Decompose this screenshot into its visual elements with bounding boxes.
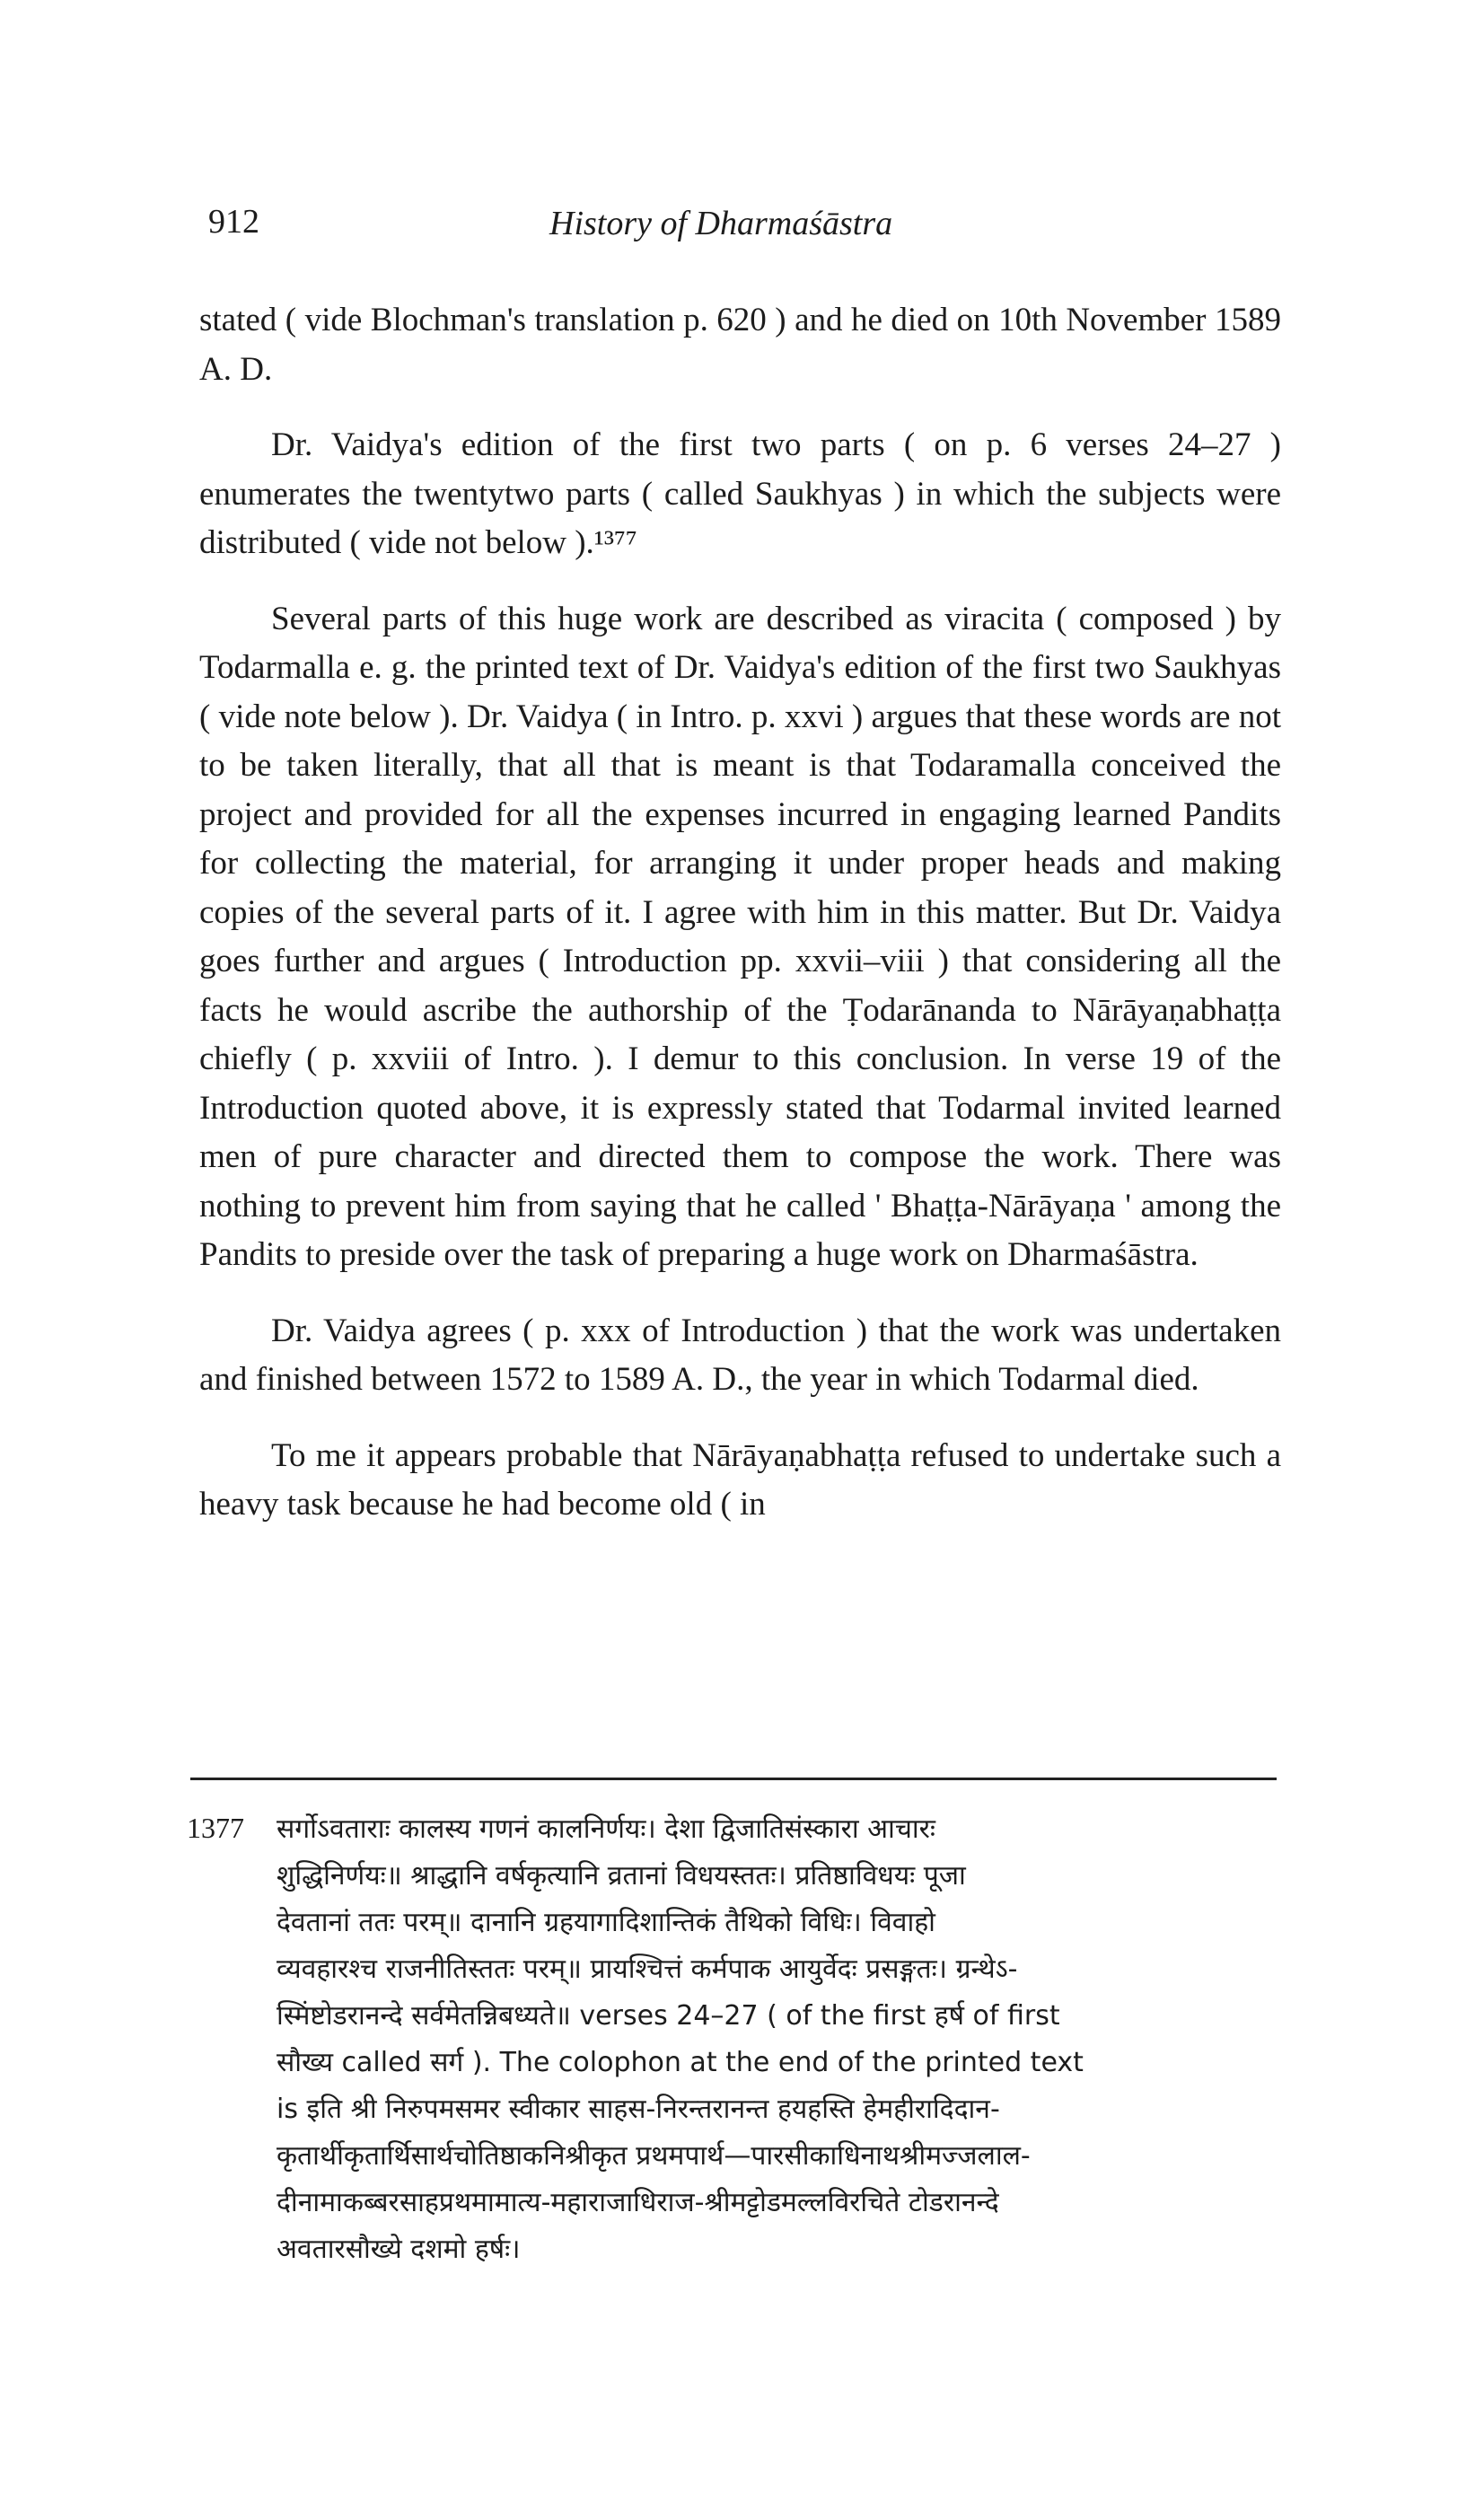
footnote	[187, 1804, 1278, 2273]
paragraph: To me it appears probable that Nārāyaṇabhaṭṭa refused to undertake such a heavy task because he had become old ( in	[199, 1436, 1281, 1523]
footnote-line	[187, 1804, 1278, 1853]
footnote-line: अवतारसौख्ये दशमो हर्षः।	[277, 2234, 521, 2265]
footnote-number: 1377	[187, 1812, 244, 1844]
footnote-line: दीनामाकब्बरसाहप्रथमामात्य-महाराजाधिराज-श्रीमट्टोडमल्लविरचिते टोडरानन्दे	[277, 2187, 999, 2218]
page-header	[208, 202, 1286, 256]
footnote-rule	[190, 1778, 1277, 1780]
footnote-line: शुद्धिनिर्णयः॥ श्राद्धानि वर्षकृत्यानि व्रतानां विधयस्ततः। प्रतिष्ठाविधयः पूजा	[277, 1860, 966, 1892]
paragraph: Dr. Vaidya's edition of the first two parts ( on p. 6 verses 24–27 ) enumerates the twentytwo parts ( called Saukhyas ) in which the subjects were distributed ( vide not below ).¹³⁷⁷	[199, 426, 1281, 561]
running-title: History of Dharmaśāstra	[549, 205, 893, 242]
footnote-line: देवतानां ततः परम्॥ दानानि ग्रहयागादिशान्तिकं तैथिको विधिः। विवाहो	[277, 1907, 935, 1938]
footnote-text: सर्गोऽवताराः कालस्य गणनं कालनिर्णयः। देशा द्विजातिसंस्कारा आचारः	[277, 1813, 935, 1845]
footnote-line: is इति श्री निरुपमसमर स्वीकार साहस-निरन्तरानन्त हयहस्ति हेमहीरादिदान-	[277, 2094, 1000, 2125]
footnote-line: कृतार्थीकृतार्थिसार्थचोतिष्ठाकनिश्रीकृत प्रथमपार्थ—पारसीकाधिनाथश्रीमज्जलाल-	[277, 2140, 1031, 2172]
footnote-line: स्मिंष्टोडरानन्दे सर्वमेतन्निबध्यते॥ verses 24–27 ( of the first हर्ष of first	[277, 2000, 1060, 2032]
paragraph: Dr. Vaidya agrees ( p. xxx of Introduction ) that the work was undertaken and finished between 1572 to 1589 A. D., the year in which Todarmal died.	[199, 1312, 1281, 1398]
footnote-line: सौख्य called सर्ग ). The colophon at the end of the printed text	[277, 2047, 1084, 2078]
page-number: 912	[208, 203, 259, 241]
paragraph: stated ( vide Blochman's translation p. 620 ) and he died on 10th November 1589 A. D.	[199, 302, 1281, 388]
footnote-line: व्यवहारश्च राजनीतिस्ततः परम्॥ प्रायश्चित्तं कर्मपाक आयुर्वेदः प्रसङ्गतः। ग्रन्थेऽ-	[277, 1953, 1018, 1985]
body-text	[199, 296, 1281, 1557]
paragraph: Several parts of this huge work are described as viracita ( composed ) by Todarmalla e. g. the printed text of Dr. Vaidya's edition of the first two Saukhyas ( vide note below ). Dr. Vaidya ( in Intro. p. xxvi ) argues that these words are not to be taken literally, that all that is meant is that Todaramalla conceived the project and provided for all the expenses incurred in engaging learned Pandits for collecting the material, for arranging it under proper heads and making copies of the several parts of it. I agree with him in this matter. But Dr. Vaidya goes further and argues ( Introduction pp. xxvii–viii ) that considering all the facts he would ascribe the authorship of the Ṭodarānanda to Nārāyaṇabhaṭṭa chiefly ( p. xxviii of Intro. ). I demur to this conclusion. In verse 19 of the Introduction quoted above, it is expressly stated that Todarmal invited learned men of pure character and directed them to compose the work. There was nothing to prevent him from saying that he called ' Bhaṭṭa-Nārāyaṇa ' among the Pandits to preside over the task of preparing a huge work on Dharmaśāstra.	[199, 600, 1281, 1273]
